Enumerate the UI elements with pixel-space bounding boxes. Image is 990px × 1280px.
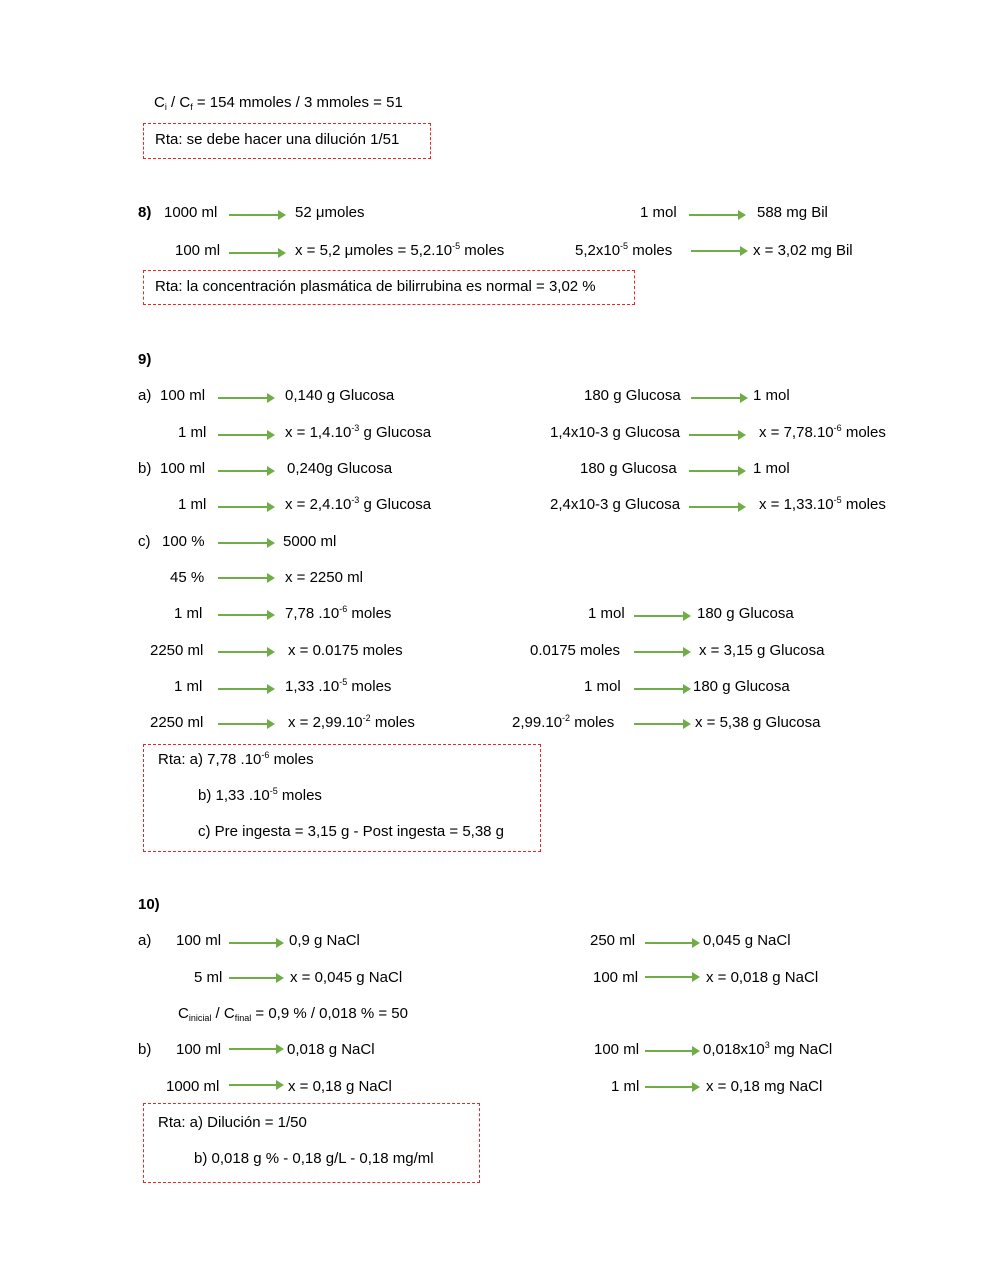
answer-9-line2: b) 1,33 $.10^{-5}$ moles bbox=[198, 786, 322, 804]
s9-r1-a: 100 ml bbox=[160, 387, 206, 404]
arrow bbox=[229, 1084, 277, 1086]
s9-r2-d: $x = 7,78.10^{-6}$ moles bbox=[759, 423, 886, 441]
s9-r6-b: x = 2250 ml bbox=[285, 569, 363, 586]
s8-row2-c: $5,2x10^{-5}$ moles bbox=[575, 241, 673, 259]
answer-8: Rta: la concentración plasmática de bilirrubina es normal = 3,02 % bbox=[155, 278, 596, 295]
arrow bbox=[218, 470, 268, 472]
s8-row2-right: x = 5,2 μmoles = $5,2.10^{-5}$ moles bbox=[295, 241, 505, 259]
s9-r9-a: 1 ml bbox=[174, 678, 203, 695]
answer-9-line3: c) Pre ingesta = 3,15 g - Post ingesta = 5,38 g bbox=[198, 823, 505, 840]
s10-r3-c: 100 ml bbox=[594, 1041, 640, 1058]
s9-r5-b: 5000 ml bbox=[283, 533, 337, 550]
s10-r2-b: x = 0,045 g NaCl bbox=[290, 969, 403, 986]
s9-r9-d: 180 g Glucosa bbox=[693, 678, 790, 695]
s10-r1-b: 0,9 g NaCl bbox=[289, 932, 360, 949]
s10-r4-a: 1000 ml bbox=[166, 1078, 220, 1095]
arrow bbox=[218, 577, 268, 579]
arrow bbox=[229, 1048, 277, 1050]
arrow bbox=[218, 434, 268, 436]
s9-r10-a: 2250 ml bbox=[150, 714, 204, 731]
s9-r10-d: x = 5,38 g Glucosa bbox=[695, 714, 821, 731]
arrow bbox=[229, 214, 279, 216]
ratio-line-10: $C_{inicial} / C_{final} = 0,9$ % / 0,018 % = 50 bbox=[178, 1005, 408, 1023]
arrow bbox=[218, 614, 268, 616]
arrow bbox=[634, 651, 684, 653]
arrow bbox=[691, 397, 741, 399]
arrow bbox=[689, 470, 739, 472]
s10-r3-b: 0,018 g NaCl bbox=[287, 1041, 375, 1058]
arrow bbox=[218, 397, 268, 399]
s8-row2-d: x = 3,02 mg Bil bbox=[753, 242, 853, 259]
s10-r2-c: 100 ml bbox=[593, 969, 639, 986]
s10-label-b: b) bbox=[138, 1041, 152, 1058]
arrow bbox=[218, 723, 268, 725]
s9-r7-d: 180 g Glucosa bbox=[697, 605, 794, 622]
s9-r10-b: $x = 2,99.10^{-2}$ moles bbox=[288, 713, 415, 731]
section-9-number: 9) bbox=[138, 351, 152, 368]
s9-r6-a: 45 % bbox=[170, 569, 205, 586]
s8-row1-left: 1000 ml bbox=[164, 204, 218, 221]
s9-r8-c: 0.0175 moles bbox=[530, 642, 621, 659]
s9-r3-c: 180 g Glucosa bbox=[580, 460, 677, 477]
s8-row1-c: 1 mol bbox=[640, 204, 677, 221]
arrow bbox=[229, 942, 277, 944]
s9-r2-c: 1,4x10-3 g Glucosa bbox=[550, 424, 681, 441]
s8-row1-right: 52 μmoles bbox=[295, 204, 365, 221]
s9-r7-b: 7,78 $.10^{-6}$ moles bbox=[285, 604, 392, 622]
s9-label-c: c) bbox=[138, 533, 151, 550]
arrow bbox=[645, 1050, 693, 1052]
arrow bbox=[689, 214, 739, 216]
s10-r4-b: x = 0,18 g NaCl bbox=[288, 1078, 392, 1095]
s9-r2-a: 1 ml bbox=[178, 424, 207, 441]
s10-label-a: a) bbox=[138, 932, 152, 949]
s10-r1-c: 250 ml bbox=[590, 932, 636, 949]
ratio-line-7: $C_i / C_f = 154$ mmoles / 3 mmoles = 51 bbox=[154, 94, 403, 112]
s10-r2-d: x = 0,018 g NaCl bbox=[706, 969, 819, 986]
arrow bbox=[634, 615, 684, 617]
s9-r3-b: 0,240g Glucosa bbox=[287, 460, 393, 477]
answer-9-line1: Rta: a) 7,78 $.10^{-6}$ moles bbox=[158, 750, 314, 768]
arrow bbox=[645, 976, 693, 978]
s10-r3-a: 100 ml bbox=[176, 1041, 222, 1058]
s10-r4-d: x = 0,18 mg NaCl bbox=[706, 1078, 823, 1095]
s9-r4-c: 2,4x10-3 g Glucosa bbox=[550, 496, 681, 513]
s10-r2-a: 5 ml bbox=[194, 969, 223, 986]
s9-r3-a: 100 ml bbox=[160, 460, 206, 477]
s8-row2-left: 100 ml bbox=[175, 242, 221, 259]
s10-r3-d: $0,018x10^3$ mg NaCl bbox=[703, 1040, 833, 1058]
s9-r4-d: $x = 1,33.10^{-5}$ moles bbox=[759, 495, 886, 513]
section-8-number: 8) bbox=[138, 204, 152, 221]
s9-r10-c: $2,99.10^{-2}$ moles bbox=[512, 713, 615, 731]
s9-r9-b: 1,33 $.10^{-5}$ moles bbox=[285, 677, 392, 695]
arrow bbox=[218, 688, 268, 690]
s9-r2-b: $x = 1,4.10^{-3}$ g Glucosa bbox=[285, 423, 432, 441]
s9-label-a: a) bbox=[138, 387, 152, 404]
s9-r1-d: 1 mol bbox=[753, 387, 790, 404]
arrow bbox=[229, 977, 277, 979]
arrow bbox=[229, 252, 279, 254]
arrow bbox=[689, 506, 739, 508]
arrow bbox=[634, 723, 684, 725]
s10-r1-a: 100 ml bbox=[176, 932, 222, 949]
arrow bbox=[218, 651, 268, 653]
answer-10-line1: Rta: a) Dilución = 1/50 bbox=[158, 1114, 307, 1131]
s9-r1-c: 180 g Glucosa bbox=[584, 387, 681, 404]
s9-r7-c: 1 mol bbox=[588, 605, 625, 622]
arrow bbox=[634, 688, 684, 690]
arrow bbox=[645, 1086, 693, 1088]
s9-r3-d: 1 mol bbox=[753, 460, 790, 477]
s9-r9-c: 1 mol bbox=[584, 678, 621, 695]
answer-10-line2: b) 0,018 g % - 0,18 g/L - 0,18 mg/ml bbox=[194, 1150, 434, 1167]
s9-r4-b: $x = 2,4.10^{-3}$ g Glucosa bbox=[285, 495, 432, 513]
arrow bbox=[689, 434, 739, 436]
s9-r5-a: 100 % bbox=[162, 533, 205, 550]
s9-r8-d: x = 3,15 g Glucosa bbox=[699, 642, 825, 659]
answer-7: Rta: se debe hacer una dilución 1/51 bbox=[155, 131, 400, 148]
arrow bbox=[691, 250, 741, 252]
s8-row1-d: 588 mg Bil bbox=[757, 204, 828, 221]
section-10-number: 10) bbox=[138, 896, 160, 913]
s9-r8-a: 2250 ml bbox=[150, 642, 204, 659]
arrow bbox=[645, 942, 693, 944]
s9-label-b: b) bbox=[138, 460, 152, 477]
s9-r7-a: 1 ml bbox=[174, 605, 203, 622]
s9-r4-a: 1 ml bbox=[178, 496, 207, 513]
s9-r8-b: x = 0.0175 moles bbox=[288, 642, 403, 659]
arrow bbox=[218, 542, 268, 544]
s10-r4-c: 1 ml bbox=[611, 1078, 640, 1095]
s9-r1-b: 0,140 g Glucosa bbox=[285, 387, 395, 404]
s10-r1-d: 0,045 g NaCl bbox=[703, 932, 791, 949]
arrow bbox=[218, 506, 268, 508]
